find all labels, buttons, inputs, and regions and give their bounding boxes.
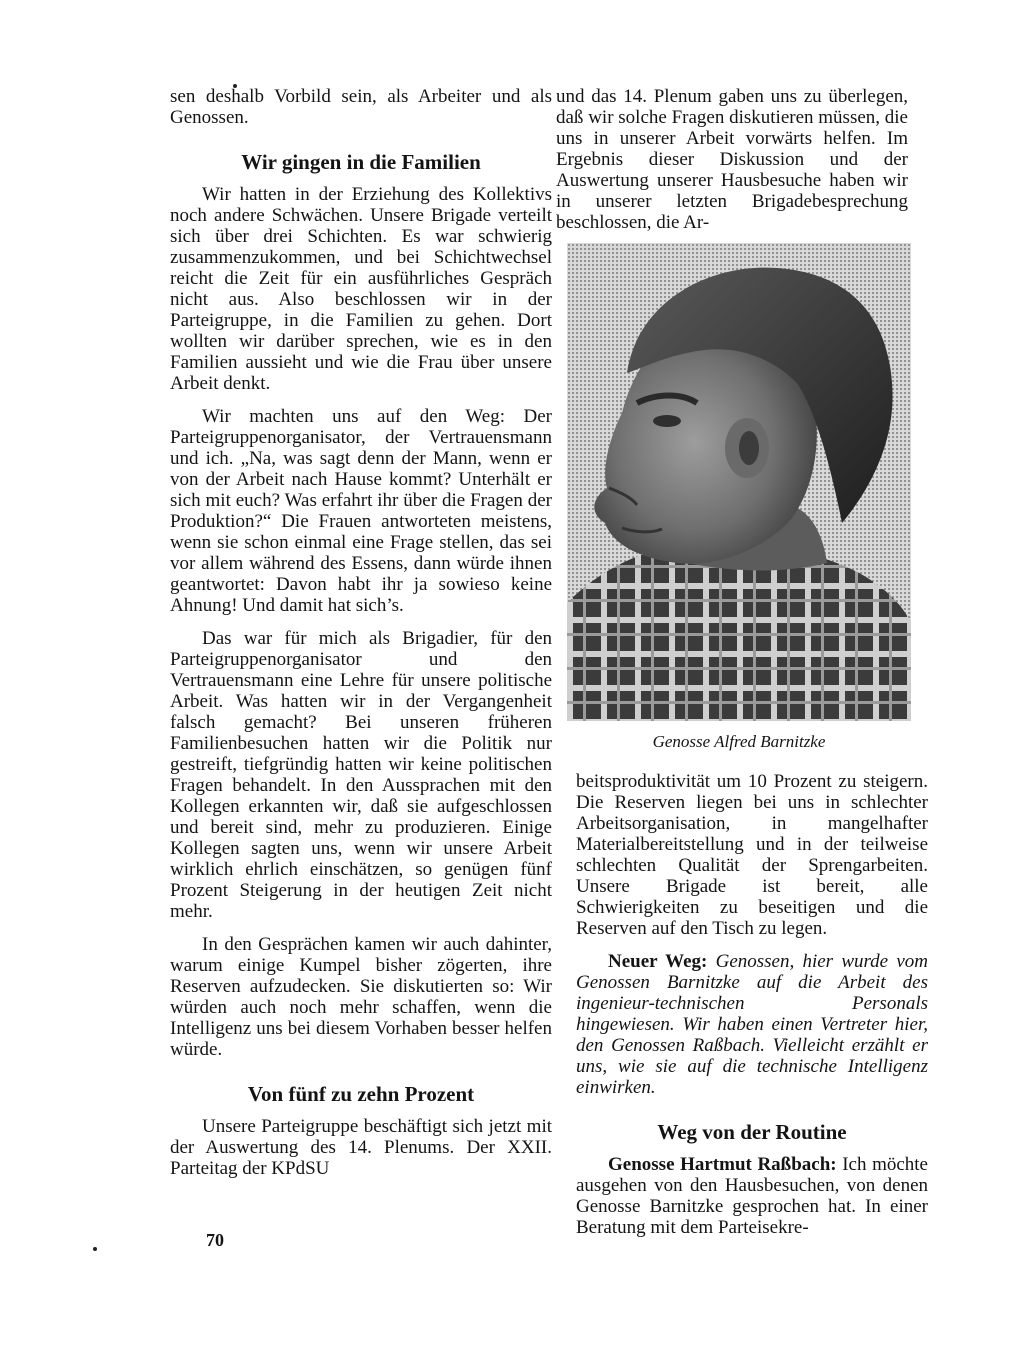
portrait-image	[567, 243, 911, 721]
paragraph-continued: beitsproduktivität um 10 Prozent zu steigern. Die Reserven liegen bei uns in schlechter Arbeitsorganisation, in mangelhafter Materialbereitstellung und in der teilweise schlechten Qualität der Sprengarbeiten. Unsere Brigade ist bereit, alle Schwierigkeiten zu beseitigen und die Reserven auf den Tisch zu legen.	[576, 771, 928, 939]
heading-wir-gingen: Wir gingen in die Familien	[241, 150, 481, 174]
heading-weg-von-der-routine: Weg von der Routine	[657, 1120, 847, 1144]
right-column-top	[556, 86, 908, 233]
neuer-weg-question	[576, 951, 928, 1098]
neuer-weg-text: Genossen, hier wurde vom Genossen Barnitzke auf die Arbeit des ingenieur-technischen Personals hingewiesen. Wir haben einen Vertreter hier, den Genossen Raßbach. Vielleicht erzählt er uns, wie sie auf die technische Intelligenz einwirken.	[576, 951, 929, 1098]
speaker-label: Genosse Hartmut Raßbach:	[608, 1154, 837, 1175]
page-number: 70	[206, 1230, 224, 1250]
paragraph: Das war für mich als Brigadier, für den Parteigruppenorganisator und den Vertrauensmann eine Lehre für unsere politische Arbeit. Was hatten wir in der Vergangenheit falsch gemacht? Bei unseren früheren Familienbesuchen hatten wir die Politik nur gestreift, tiefgründig hatten wir keine politischen Fragen behandelt. In den Aussprachen mit den Kollegen erkannten wir, daß sie aufgeschlossen und bereit sind, mehr zu produzieren. Einige Kollegen sagten uns, wenn wir unsere Arbeit wirklich ehrlich einschätzen, so genügen fünf Prozent Steigerung in der heutigen Zeit nicht mehr.	[170, 628, 552, 922]
left-column	[170, 86, 552, 1179]
portrait-photo	[567, 243, 911, 721]
paragraph-continued: sen deshalb Vorbild sein, als Arbeiter und als Genossen.	[170, 86, 552, 128]
paragraph-continued: und das 14. Plenum gaben uns zu überlegen, daß wir solche Fragen diskutieren müssen, die uns in unserer Arbeit vorwärts helfen. Im Ergebnis dieser Diskussion und der Auswertung unserer Hausbesuche haben wir in unserer letzten Brigadebesprechung beschlossen, die Ar-	[556, 86, 908, 233]
paragraph: In den Gesprächen kamen wir auch dahinter, warum einige Kumpel bisher zögerten, ihre Reserven aufzudecken. Sie diskutierten so: Wir würden auch noch mehr schaffen, wenn die Intelligenz uns bei diesem Vorhaben besser helfen würde.	[170, 934, 552, 1060]
speaker-paragraph	[576, 1154, 928, 1238]
photo-caption: Genosse Alfred Barnitzke	[652, 732, 826, 751]
neuer-weg-label: Neuer Weg:	[608, 951, 708, 972]
print-speck	[93, 1247, 97, 1251]
paragraph: Wir machten uns auf den Weg: Der Parteigruppenorganisator, der Vertrauensmann und ich. „Na, was sagt denn der Mann, wenn er von der Arbeit nach Hause kommt? Unterhält er sich mit euch? Was erfahrt ihr über die Fragen der Produktion?“ Die Frauen antworteten meistens, wenn sie schon einmal eine Frage stellen, das sei vor allem während des Essens, dann würde ihnen geantwortet: Davon habt ihr ja sowieso keine Ahnung! Und damit hat sich’s.	[170, 406, 552, 616]
heading-von-fuenf: Von fünf zu zehn Prozent	[247, 1082, 475, 1106]
paragraph: Unsere Parteigruppe beschäftigt sich jetzt mit der Auswertung des 14. Plenums. Der XXII. Parteitag der KPdSU	[170, 1116, 552, 1179]
paragraph: Wir hatten in der Erziehung des Kollektivs noch andere Schwächen. Unsere Brigade verteilt sich über drei Schichten. Es war schwierig zusammenzukommen, und bei Schichtwechsel reicht die Zeit für ein ausführliches Gespräch nicht aus. Also beschlossen wir in der Parteigruppe, in die Familien zu gehen. Dort wollten wir darüber sprechen, wie es in den Familien aussieht und wie die Frau über unsere Arbeit denkt.	[170, 184, 552, 394]
speaker-text: Ich möchte ausgehen von den Hausbesuchen, von denen Genosse Barnitzke gesprochen hat. In einer Beratung mit dem Parteisekre-	[576, 1154, 928, 1238]
right-column-bottom	[576, 771, 928, 1238]
